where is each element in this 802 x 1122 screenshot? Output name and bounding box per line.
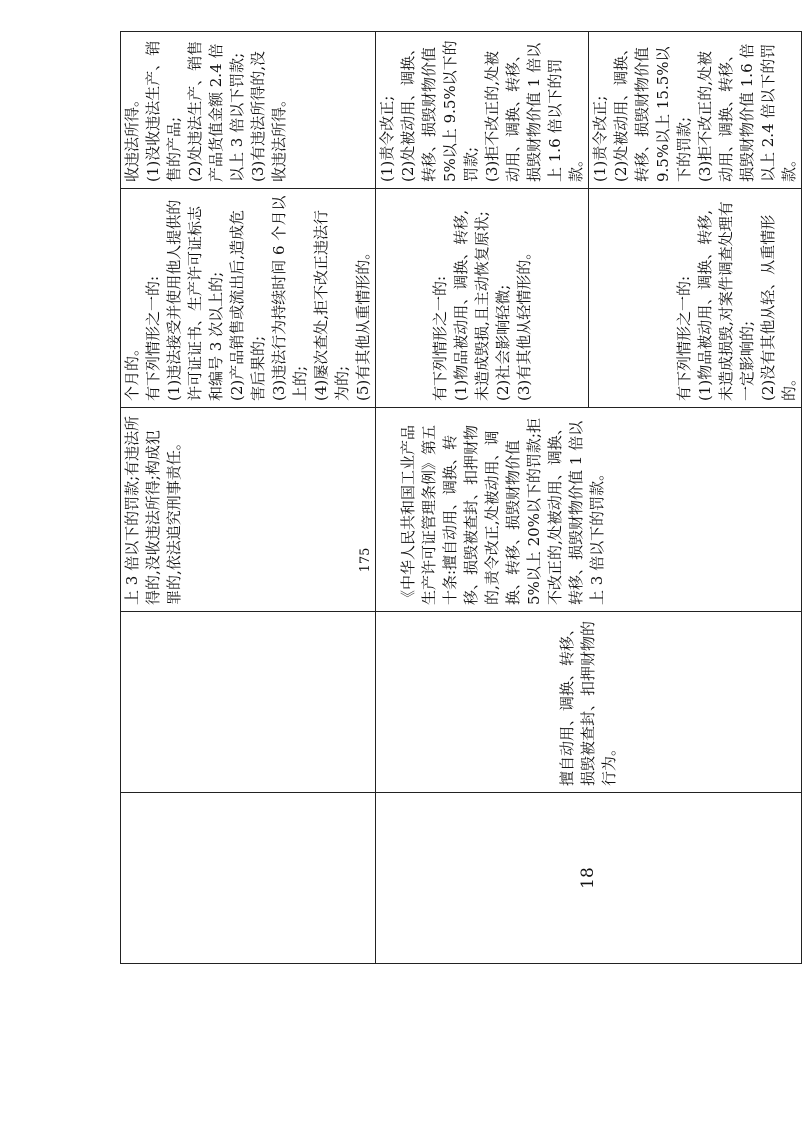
rotated-page (120, 40, 798, 964)
number-cell-empty (121, 793, 376, 964)
standard-line: 收违法所得。 (123, 91, 141, 182)
situation-cell-light (376, 189, 589, 408)
table-row (376, 32, 589, 964)
standard-line: (1)没收违法生产、销售的产品; (144, 40, 183, 182)
standard-cell-light (376, 32, 589, 189)
situation-line: (1)物品被动用、调换、转移,未造成损毁,对案件调查处理有一定影响的; (696, 201, 756, 401)
situation-line: (4)屡次查处,拒不改正违法行为的; (312, 209, 351, 401)
standard-line: (1)责令改正; (591, 95, 609, 182)
situation-cell-heavy (121, 189, 376, 408)
situation-line: (3)有其他从轻情形的。 (514, 244, 533, 401)
standard-cell-general (589, 32, 802, 189)
penalty-table (120, 31, 802, 964)
legal-basis: 《中华人民共和国工业产品生产许可证管理条例》第五十条:擅自动用、调换、转移、损毁被查封、扣押财物的,责令改正,处被动用、调换、转移、损毁财物价值 5%以上 20%以下的罚款;拒不改正的,处被动用、调换、转移、损毁财物价值 1 倍以上 3 倍以下的罚款。 (376, 408, 802, 612)
situation-line: 有下列情形之一的: (144, 275, 162, 401)
standard-line: (2)处被动用、调换、转移、损毁财物价值 5%以上 9.5%以下的罚款; (399, 40, 480, 182)
basis-line: 上 3 倍以下的罚款;有违法所 (123, 415, 141, 605)
situation-cell-general (589, 189, 802, 408)
basis-cell-continued (121, 408, 376, 612)
table-row (121, 32, 376, 964)
situation-line: (2)产品销售或流出后,造成危害后果的; (228, 209, 267, 401)
situation-line: 有下列情形之一的: (675, 275, 693, 401)
behavior-cell-empty (121, 612, 376, 793)
standard-line: (3)拒不改正的,处被动用、调换、转移、损毁财物价值 1.6 倍以上 2.4 倍以下的罚款。 (696, 43, 798, 182)
standard-line: (2)处违法生产、销售产品货值金额 2.4 倍以上 3 倍以下罚款; (186, 40, 246, 182)
illegal-behavior: 擅自动用、调换、转移、损毁被查封、扣押财物的行为。 (376, 612, 802, 793)
standard-line: (3)拒不改正的,处被动用、调换、转移、损毁财物价值 1 倍以上 1.6 倍以下的罚款。 (483, 42, 585, 182)
situation-line: (2)社会影响轻微; (493, 284, 512, 401)
standard-line: (3)有违法所得的,没收违法所得。 (249, 50, 288, 182)
basis-line: 罪的,依法追究刑事责任。 (165, 435, 183, 605)
item-number: 18 (376, 793, 802, 964)
standard-line: (2)处被动用、调换、转移、损毁财物价值 9.5%以上 15.5%以下的罚款; (612, 40, 693, 182)
standard-cell-heavy (121, 32, 376, 189)
situation-line: (1)违法接受并使用他人提供的许可证证书、生产许可证标志和编号 3 次以上的; (165, 199, 225, 401)
situation-line: 有下列情形之一的: (430, 275, 449, 401)
situation-line: (1)物品被动用、调换、转移,未造成毁损,且主动恢复原状; (451, 209, 491, 401)
situation-line: 个月的。 (123, 340, 141, 401)
basis-line: 得的,没收违法所得;构成犯 (144, 430, 162, 605)
situation-line: (3)违法行为持续时间 6 个月以上的; (270, 195, 309, 401)
page-number: 175 (358, 547, 373, 573)
situation-line: (5)有其他从重情形的。 (354, 244, 372, 401)
situation-line: (2)没有其他从轻、从重情形的。 (759, 214, 798, 401)
standard-line: (1)责令改正; (378, 95, 396, 182)
